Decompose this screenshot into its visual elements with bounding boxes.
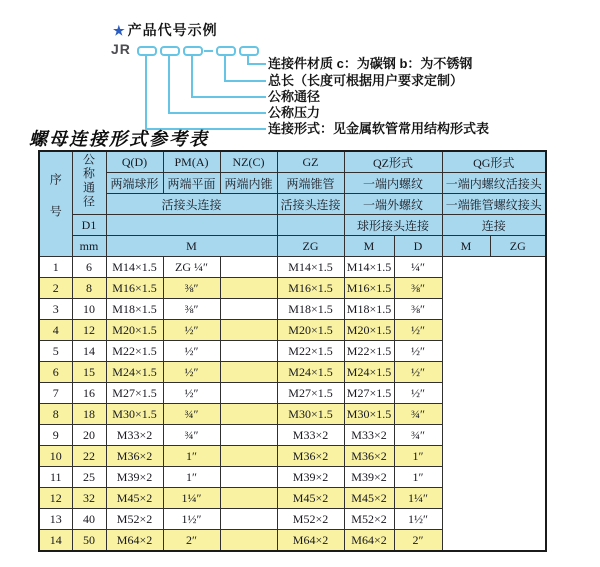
row-no: 8 <box>39 404 72 425</box>
qz-d-value: M36×2 <box>277 446 344 467</box>
diagram-label-length: 总长（长度可根据用户要求定制） <box>268 73 464 88</box>
qz-m-value <box>220 404 277 425</box>
table-title: 螺母连接形式参考表 <box>29 129 209 149</box>
row-no: 9 <box>39 425 72 446</box>
row-no: 1 <box>39 257 72 278</box>
diagram-label-material: 连接件材质 c：为碳钢 b：为不锈钢 <box>268 56 473 71</box>
qg-m-value: M36×2 <box>344 446 394 467</box>
gz-size: 1″ <box>163 446 220 467</box>
row-no: 12 <box>39 488 72 509</box>
code-box-1 <box>137 46 157 56</box>
qg-m-value: M24×1.5 <box>344 362 394 383</box>
qz-m-value <box>220 299 277 320</box>
m-thread: M18×1.5 <box>106 299 163 320</box>
dn-value: 25 <box>72 467 106 488</box>
qg-m-value: M22×1.5 <box>344 341 394 362</box>
qz-m-value <box>220 362 277 383</box>
header-desc1-qg: 一端内螺纹活接头 <box>442 173 546 194</box>
header-sub-zg2: ZG <box>490 236 546 257</box>
table-row <box>39 446 546 467</box>
table-body <box>39 257 546 552</box>
qz-m-value <box>220 320 277 341</box>
qg-m-value: M14×1.5 <box>344 257 394 278</box>
table-row <box>39 404 546 425</box>
qg-m-value: M18×1.5 <box>344 299 394 320</box>
dn-value: 22 <box>72 446 106 467</box>
qg-m-value: M52×2 <box>344 509 394 530</box>
dn-value: 32 <box>72 488 106 509</box>
qz-d-value: M39×2 <box>277 467 344 488</box>
qg-zg-size: ¾″ <box>394 404 442 425</box>
qg-zg-size: ⅜″ <box>394 278 442 299</box>
qg-m-value: M27×1.5 <box>344 383 394 404</box>
qz-d-value: M64×2 <box>277 530 344 552</box>
gz-size: ½″ <box>163 362 220 383</box>
header-sub-d: D <box>394 236 442 257</box>
header-desc1-qz: 一端内螺纹 <box>344 173 442 194</box>
code-dash <box>204 50 213 52</box>
qz-d-value: M24×1.5 <box>277 362 344 383</box>
qz-d-value: M27×1.5 <box>277 383 344 404</box>
header-desc-q: 两端球形 <box>106 173 163 194</box>
code-prefix: JR <box>111 41 131 57</box>
qg-zg-size: ½″ <box>394 341 442 362</box>
row-no: 4 <box>39 320 72 341</box>
row-no: 14 <box>39 530 72 552</box>
qz-d-value: M30×1.5 <box>277 404 344 425</box>
header-union-conn: 活接头连接 <box>106 194 277 215</box>
qg-m-value: M33×2 <box>344 425 394 446</box>
qz-d-value: M45×2 <box>277 488 344 509</box>
row-no: 3 <box>39 299 72 320</box>
header-qz-conn: 球形接头连接 <box>344 215 442 236</box>
qz-m-value <box>220 488 277 509</box>
table-row <box>39 362 546 383</box>
qg-zg-size: ¼″ <box>394 257 442 278</box>
m-thread: M27×1.5 <box>106 383 163 404</box>
leader-line-4h <box>224 80 266 82</box>
dn-value: 12 <box>72 320 106 341</box>
qz-m-value <box>220 383 277 404</box>
header-code-qg: QG形式 <box>442 151 546 173</box>
dn-value: 20 <box>72 425 106 446</box>
diagram-label-diameter: 公称通径 <box>268 89 321 104</box>
code-box-3 <box>183 46 203 56</box>
code-box-5 <box>239 46 259 56</box>
header-code-qz: QZ形式 <box>344 151 442 173</box>
row-no: 6 <box>39 362 72 383</box>
row-no: 10 <box>39 446 72 467</box>
gz-size: ¾″ <box>163 425 220 446</box>
qg-zg-size: 1″ <box>394 467 442 488</box>
leader-line-3h <box>191 96 266 98</box>
header-code-gz: GZ <box>277 151 344 173</box>
star-icon: ★ <box>113 23 126 38</box>
qz-d-value: M52×2 <box>277 509 344 530</box>
header-empty-span <box>106 215 277 236</box>
header-sub-m1: M <box>106 236 277 257</box>
table-row <box>39 383 546 404</box>
qz-d-value: M16×1.5 <box>277 278 344 299</box>
qz-m-value <box>220 509 277 530</box>
qg-zg-size: ½″ <box>394 383 442 404</box>
qg-zg-size: ¾″ <box>394 425 442 446</box>
qg-m-value: M20×1.5 <box>344 320 394 341</box>
qg-zg-size: 2″ <box>394 530 442 552</box>
qg-zg-size: ½″ <box>394 362 442 383</box>
m-thread: M39×2 <box>106 467 163 488</box>
qg-zg-size: ½″ <box>394 320 442 341</box>
header-qg-conn: 连接 <box>442 215 546 236</box>
table-row <box>39 257 546 278</box>
qz-m-value <box>220 467 277 488</box>
gz-size: ⅜″ <box>163 299 220 320</box>
table-header <box>39 151 546 257</box>
header-desc-gz: 两端锥管 <box>277 173 344 194</box>
qg-m-value: M45×2 <box>344 488 394 509</box>
qg-zg-size: ⅜″ <box>394 299 442 320</box>
leader-line-4v <box>224 55 226 82</box>
gz-size: 2″ <box>163 530 220 552</box>
qg-m-value: M64×2 <box>344 530 394 552</box>
table-row <box>39 509 546 530</box>
table-row <box>39 320 546 341</box>
leader-line-2v <box>168 55 170 114</box>
qg-zg-size: 1″ <box>394 446 442 467</box>
m-thread: M20×1.5 <box>106 320 163 341</box>
qz-d-value: M14×1.5 <box>277 257 344 278</box>
qz-d-value: M22×1.5 <box>277 341 344 362</box>
m-thread: M24×1.5 <box>106 362 163 383</box>
m-thread: M14×1.5 <box>106 257 163 278</box>
qg-m-value: M16×1.5 <box>344 278 394 299</box>
qg-zg-size: 1½″ <box>394 509 442 530</box>
gz-size: ½″ <box>163 320 220 341</box>
row-no: 11 <box>39 467 72 488</box>
header-sub-m3: M <box>442 236 490 257</box>
qz-m-value <box>220 530 277 552</box>
gz-size: ¾″ <box>163 404 220 425</box>
gz-size: 1″ <box>163 467 220 488</box>
dn-value: 10 <box>72 299 106 320</box>
code-box-2 <box>160 46 180 56</box>
header-desc2-qg: 一端锥管螺纹接头 <box>442 194 546 215</box>
leader-line-1v <box>145 55 147 130</box>
header-desc2-qz: 一端外螺纹 <box>344 194 442 215</box>
dn-value: 8 <box>72 278 106 299</box>
header-desc-nz: 两端内锥 <box>220 173 277 194</box>
qz-d-value: M33×2 <box>277 425 344 446</box>
header-seq: 序号 <box>39 151 72 257</box>
qz-m-value <box>220 425 277 446</box>
header-empty-gz <box>277 215 344 236</box>
table-row <box>39 488 546 509</box>
m-thread: M30×1.5 <box>106 404 163 425</box>
diagram-title <box>113 20 218 40</box>
dn-value: 18 <box>72 404 106 425</box>
leader-line-3v <box>191 55 193 98</box>
table-row <box>39 467 546 488</box>
gz-size: ZG ¼″ <box>163 257 220 278</box>
header-d1: D1 <box>72 215 106 236</box>
qg-m-value: M30×1.5 <box>344 404 394 425</box>
table-row <box>39 278 546 299</box>
qz-m-value <box>220 257 277 278</box>
diagram-label-connection: 连接形式：见金属软管常用结构形式表 <box>268 121 490 136</box>
table-row <box>39 299 546 320</box>
m-thread: M64×2 <box>106 530 163 552</box>
qz-m-value <box>220 446 277 467</box>
dn-value: 6 <box>72 257 106 278</box>
header-desc-pm: 两端平面 <box>163 173 220 194</box>
header-sub-zg1: ZG <box>277 236 344 257</box>
leader-line-5h <box>247 63 266 65</box>
row-no: 2 <box>39 278 72 299</box>
m-thread: M36×2 <box>106 446 163 467</box>
header-dn: 公称通径 <box>72 151 106 215</box>
diagram-title-text: 产品代号示例 <box>127 22 218 38</box>
m-thread: M16×1.5 <box>106 278 163 299</box>
m-thread: M45×2 <box>106 488 163 509</box>
gz-size: 1½″ <box>163 509 220 530</box>
qz-d-value: M20×1.5 <box>277 320 344 341</box>
dn-value: 14 <box>72 341 106 362</box>
dn-value: 16 <box>72 383 106 404</box>
qz-m-value <box>220 278 277 299</box>
qz-d-value: M18×1.5 <box>277 299 344 320</box>
gz-size: ⅜″ <box>163 278 220 299</box>
qz-m-value <box>220 341 277 362</box>
row-no: 5 <box>39 341 72 362</box>
qg-zg-size: 1¼″ <box>394 488 442 509</box>
header-gz-conn: 活接头连接 <box>277 194 344 215</box>
gz-size: ½″ <box>163 341 220 362</box>
row-no: 7 <box>39 383 72 404</box>
header-code-q: Q(D) <box>106 151 163 173</box>
header-code-nz: NZ(C) <box>220 151 277 173</box>
row-no: 13 <box>39 509 72 530</box>
dn-value: 50 <box>72 530 106 552</box>
table-row <box>39 530 546 552</box>
gz-size: 1¼″ <box>163 488 220 509</box>
header-mm: mm <box>72 236 106 257</box>
table-row <box>39 341 546 362</box>
code-box-4 <box>216 46 236 56</box>
qg-m-value: M39×2 <box>344 467 394 488</box>
gz-size: ½″ <box>163 383 220 404</box>
table-row <box>39 425 546 446</box>
header-code-pm: PM(A) <box>163 151 220 173</box>
dn-value: 40 <box>72 509 106 530</box>
header-sub-m2: M <box>344 236 394 257</box>
nut-connection-table <box>38 150 547 552</box>
leader-line-2h <box>168 112 266 114</box>
m-thread: M33×2 <box>106 425 163 446</box>
m-thread: M52×2 <box>106 509 163 530</box>
diagram-label-pressure: 公称压力 <box>268 105 321 120</box>
m-thread: M22×1.5 <box>106 341 163 362</box>
dn-value: 15 <box>72 362 106 383</box>
